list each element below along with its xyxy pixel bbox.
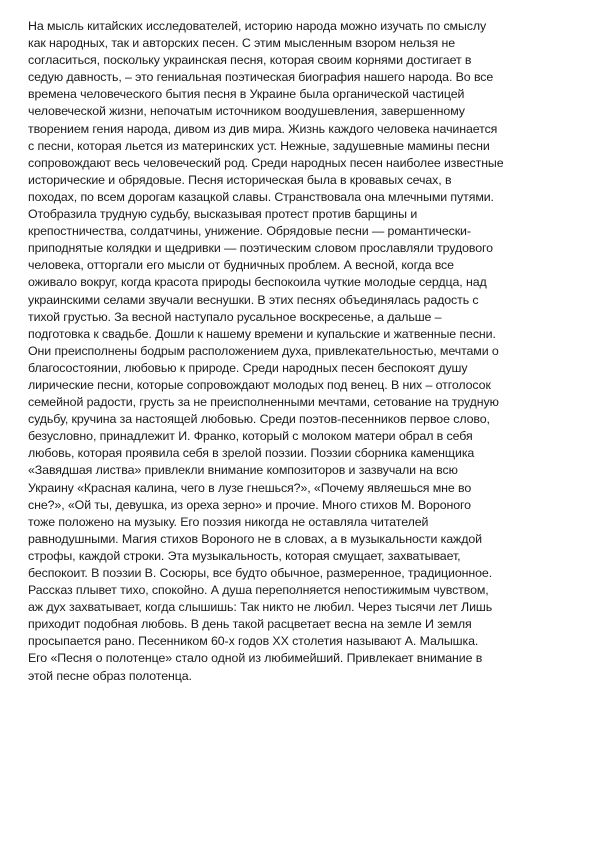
text-line: безусловно, принадлежит И. Франко, который с молоком матери обрал в себя [28, 429, 473, 444]
text-line: семейной радости, грусть за не преисполненными мечтами, сетование на трудную [28, 395, 499, 410]
text-line: сне?», «Ой ты, девушка, из ореха зерно» и прочие. Много стихов М. Вороного [28, 497, 471, 512]
text-line: «Завядшая листва» привлекли внимание композиторов и зазвучали на всю [28, 463, 458, 478]
text-line: оживало вокруг, когда красота природы беспокоила чуткие молодые сердца, над [28, 275, 487, 290]
text-line: творением гения народа, дивом из див мира. Жизнь каждого человека начинается [28, 121, 498, 136]
text-line: человека, отторгали его мысли от будничных проблем. А весной, когда все [28, 258, 454, 273]
text-line: приходит подобная любовь. В день такой расцветает весна на земле И земля [28, 617, 472, 632]
text-line: беспокоит. В поэзии В. Сосюры, все будто обычное, размеренное, традиционное. [28, 566, 493, 580]
text-line: человеческой жизни, непочатым источником воодушевления, завершенному [28, 104, 465, 119]
text-line: походах, по всем дорогам казацкой славы. Странствовала она млечными путями. [28, 189, 494, 204]
text-line: Рассказ плывет тихо, спокойно. А душа переполняется непостижимым чувством, [28, 583, 489, 598]
text-line: приподнятые колядки и щедривки — поэтическим словом прославляли трудового [28, 241, 493, 256]
text-line: согласиться, поскольку украинская песня, которая своим корнями достигает в [28, 53, 472, 68]
text-line: благосостоянии, любовью к природе. Среди народных песен беспокоят душу [28, 360, 468, 375]
text-line: тихой грустью. За весной наступало русальное воскресенье, а дальше – [28, 309, 442, 324]
text-line: сопровождают весь человеческий род. Среди народных песен наиболее известные [28, 155, 504, 170]
text-line: крепостничества, солдатчины, унижение. Обрядовые песни — романтически- [28, 224, 471, 239]
text-line: времена человеческого бытия песня в Украине была органической частицей [28, 87, 465, 102]
text-line: просыпается рано. Песенником 60-х годов XX столетия называют А. Малышка. [28, 634, 479, 649]
text-line: тоже положено на музыку. Его поэзия никогда не оставляла читателей [28, 514, 429, 529]
text-line: равнодушными. Магия стихов Вороного не в словах, а в музыкальности каждой [28, 531, 482, 546]
text-line: седую давность, – это гениальная поэтическая биография нашего народа. Во все [28, 70, 494, 85]
text-line: Они преисполнены бодрым расположением духа, привлекательностью, мечтами о [28, 343, 499, 358]
text-line: строфы, каждой строки. Эта музыкальность, которая смущает, захватывает, [28, 548, 461, 563]
text-line: любовь, которая проявила себя в зрелой поэзии. Поэзии сборника каменщика [28, 446, 475, 461]
essay-text [28, 18, 568, 685]
text-line: исторические и обрядовые. Песня историческая была в кровавых сечах, в [28, 172, 452, 187]
text-line: украинскими селами звучали веснушки. В этих песнях объединялась радость с [28, 292, 479, 307]
text-line: Украину «Красная калина, чего в лузе гнешься?», «Почему являешься мне во [28, 480, 472, 495]
text-line: Отобразила трудную судьбу, высказывая протест против барщины и [28, 207, 418, 222]
text-line: Его «Песня о полотенце» стало одной из любимейший. Привлекает внимание в [28, 651, 483, 666]
text-line: подготовка к свадьбе. Дошли к нашему времени и купальские и жатвенные песни. [28, 326, 496, 341]
text-line: судьбу, кручина за настоящей любовью. Среди поэтов-песенников первое слово, [28, 412, 490, 427]
text-line: На мысль китайских исследователей, историю народа можно изучать по смыслу [28, 19, 487, 33]
text-line: как народных, так и авторских песен. С этим мысленным взором нельзя не [28, 36, 455, 51]
text-line: этой песне образ полотенца. [28, 668, 192, 683]
text-line: аж дух захватывает, когда слышишь: Так никто не любил. Через тысячи лет Лишь [28, 600, 493, 615]
text-line: лирические песни, которые сопровождают молодых под венец. В них – отголосок [28, 377, 491, 392]
text-line: с песни, которая льется из материнских уст. Нежные, задушевные мамины песни [28, 138, 490, 153]
